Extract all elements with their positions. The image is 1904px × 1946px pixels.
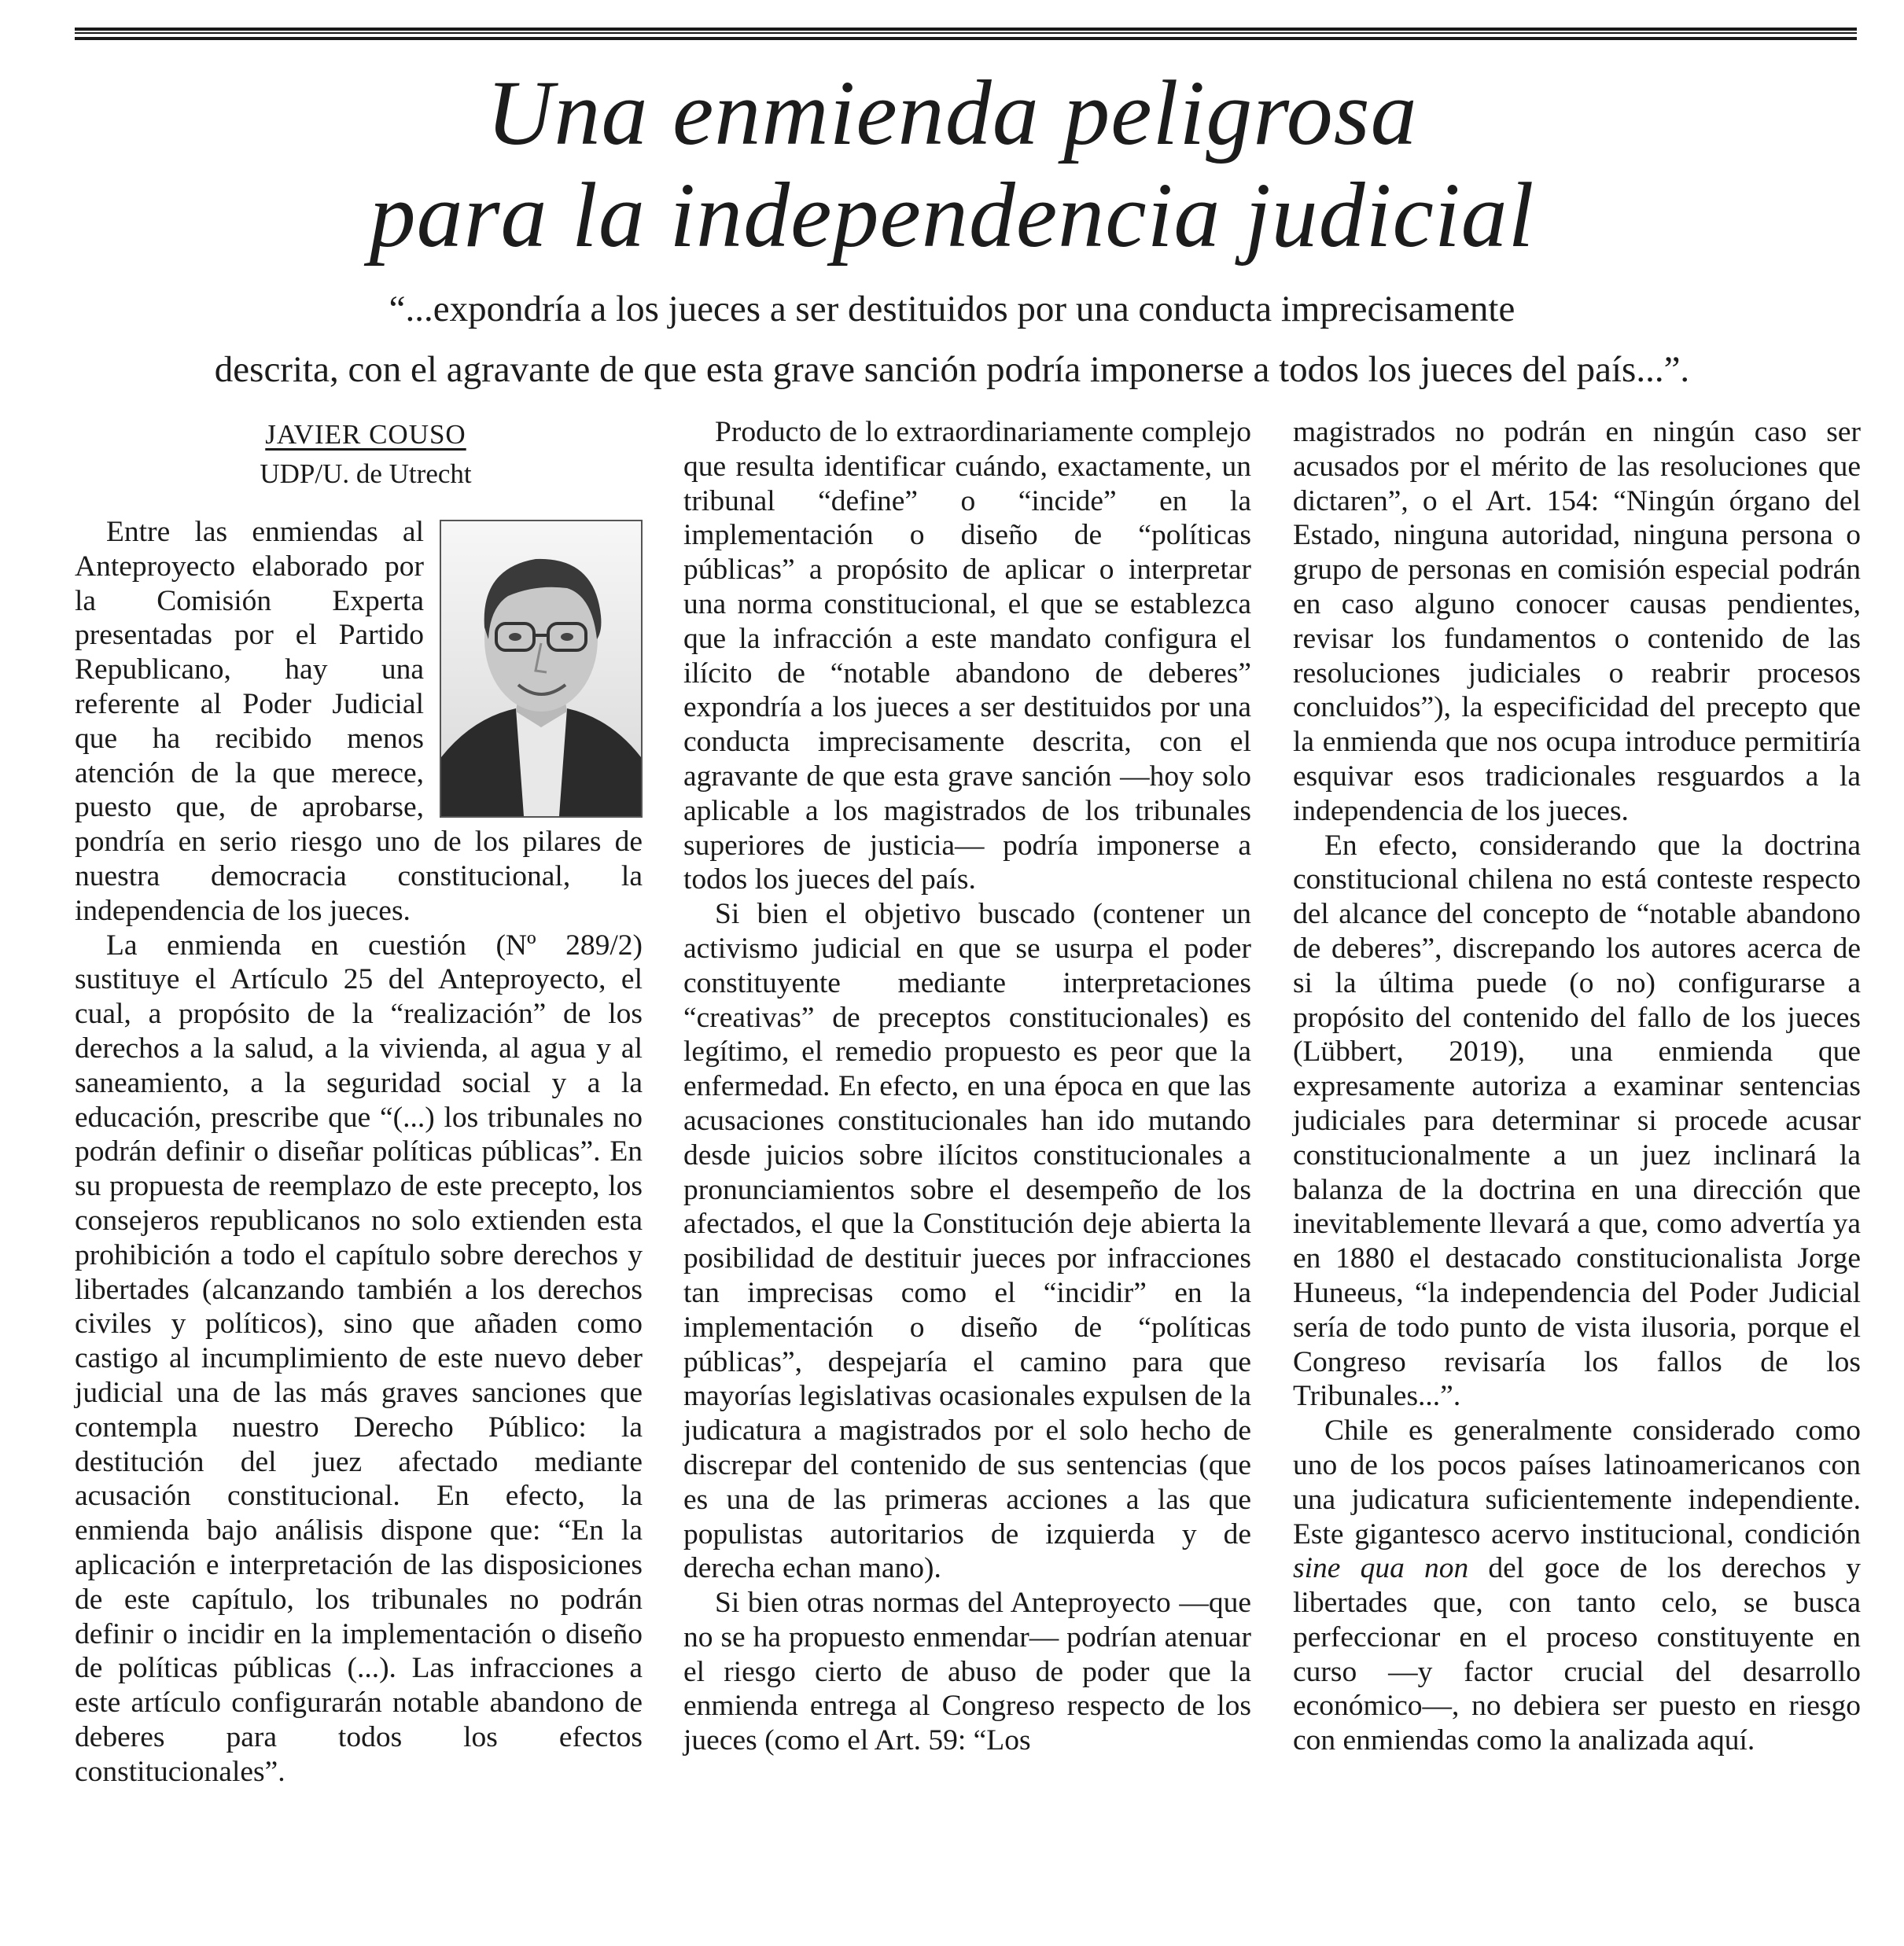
column-3 bbox=[1293, 415, 1861, 1758]
paragraph-1: Entre las enmiendas al Anteproyecto elaborado por la Comisión Experta presentadas por el Partido Republicano, hay una referente al Poder Judicial que ha recibido menos atención de la que merece, puesto que, de aprobarse, pondría en serio riesgo uno de los pilares de nuestra democracia constitucional, la independencia de los jueces. bbox=[75, 516, 643, 927]
paragraph-2: La enmienda en cuestión (Nº 289/2) sustituye el Artículo 25 del Anteproyecto, el cual, a propósito de la “realización” de los derechos a la salud, a la vivienda, al agua y al saneamiento, a la seguridad social y a la educación, prescribe que “(...) los tribunales no podrán definir o diseñar políticas públicas”. En su propuesta de reemplazo de este precepto, los consejeros republicanos no solo extienden esta prohibición a todo el capítulo sobre derechos y libertades (alcanzando también a los derechos civiles y políticos), sino que añaden como castigo al incumplimiento de este nuevo deber judicial una de las más graves sanciones que contempla nuestro Derecho Público: la destitución del juez afectado mediante acusación constitucional. En efecto, la enmienda bajo análisis dispone que: “En la aplicación e interpretación de las disposiciones de este capítulo, los tribunales no podrán definir o incidir en la implementación o diseño de políticas públicas (...). Las infracciones a este artículo configurarán notable abandono de deberes para todos los efectos constitucionales”. bbox=[75, 929, 643, 1788]
author-affiliation: UDP/U. de Utrecht bbox=[260, 458, 472, 489]
byline bbox=[236, 415, 495, 494]
paragraph-3: Producto de lo extraordinariamente complejo que resulta identificar cuándo, exactamente, un tribunal “define” o “incide” en la implementación o diseño de “políticas públicas” a propósito de aplicar o interpretar una norma constitucional, el que se establezca que la infracción a este mandato configura el ilícito de “notable abandono de deberes” expondría a los jueces a ser destituidos por una conducta imprecisamente descrita, con el agravante de que esta grave sanción —hoy solo aplicable a los magistrados de los tribunales superiores de justicia— podría imponerse a todos los jueces del país. bbox=[683, 416, 1251, 896]
headline-line-2: para la independencia judicial bbox=[369, 164, 1535, 267]
paragraph-7 bbox=[1293, 1414, 1861, 1758]
author-portrait-icon bbox=[440, 520, 643, 818]
paragraph-6: En efecto, considerando que la doctrina constitucional chilena no está conteste respecto del alcance del concepto de “notable abandono de deberes”, discrepando los autores acerca de si la última puede (o no) configurarse a propósito del contenido del fallo de los jueces (Lübbert, 2019), una enmienda que expresamente autoriza a examinar sentencias judiciales para determinar si procede acusar constitucionalmente a un juez inclinará la balanza de la doctrina en una dirección que inevitablemente llevará a que, como advertía ya en 1880 el destacado constitucionalista Jorge Huneeus, “la independencia del Poder Judicial sería de todo punto de vista ilusoria, porque el Congreso revisaría los fallos de los Tribunales...”. bbox=[1293, 829, 1861, 1413]
paragraph-5-part-1: Si bien otras normas del Anteproyecto —que no se ha propuesto enmendar— podrían atenuar el riesgo cierto de abuso de poder que la enmienda entrega al Congreso respecto de los jueces (como el Art. 59: “Los bbox=[683, 1587, 1251, 1757]
paragraph-7-start: Chile es generalmente considerado como uno de los pocos países latinoamericanos con una judicatura suficientemente independiente. Este gigantesco acervo institucional, condición bbox=[1293, 1414, 1861, 1551]
headline-line-1: Una enmienda peligrosa bbox=[486, 61, 1418, 164]
paragraph-7-end: del goce de los derechos y libertades que, con tanto celo, se busca perfeccionar en el proceso constituyente en curso —y factor crucial del desarrollo económico—, no debiera ser puesto en riesgo con enmiendas como la analizada aquí. bbox=[1293, 1552, 1861, 1757]
paragraph-7-italic: sine qua non bbox=[1293, 1552, 1469, 1585]
column-2 bbox=[683, 415, 1251, 1758]
paragraph-5-part-2: magistrados no podrán en ningún caso ser acusados por el mérito de las resoluciones que dictaren”, o el Art. 154: “Ningún órgano del Estado, ninguna autoridad, ninguna persona o grupo de personas en comisión especial podrán en caso alguno conocer causas pendientes, revisar los fundamentos o contenido de las resoluciones judiciales o reabrir procesos concluidos”), la especificidad del precepto que la enmienda que nos ocupa introduce permitiría esquivar esos tradicionales resguardos a la independencia de los jueces. bbox=[1293, 416, 1861, 827]
paragraph-4: Si bien el objetivo buscado (contener un activismo judicial en que se usurpa el poder constituyente mediante interpretaciones “creativas” de preceptos constitucionales) es legítimo, el remedio propuesto es peor que la enfermedad. En efecto, en una época en que las acusaciones constitucionales han ido mutando desde juicios sobre ilícitos constitucionales a pronunciamientos sobre el desempeño de los afectados, el que la Constitución deje abierta la posibilidad de destituir jueces por infracciones tan imprecisas como el “incidir” en la implementación o diseño de “políticas públicas”, despejaría el camino para que mayorías legislativas ocasionales expulsen de la judicatura a magistrados por el solo hecho de discrepar del contenido de sus sentencias (que es una de las primeras acciones a las que populistas autoritarios de izquierda y de derecha echan mano). bbox=[683, 898, 1251, 1585]
top-double-rule bbox=[75, 28, 1857, 40]
author-name: JAVIER COUSO bbox=[265, 419, 466, 450]
deck-line-1: “...expondría a los jueces a ser destituidos por una conducta imprecisamente bbox=[389, 289, 1515, 329]
column-1 bbox=[75, 515, 643, 1789]
deck-line-2: descrita, con el agravante de que esta grave sanción podría imponerse a todos los jueces del país...”. bbox=[214, 349, 1690, 390]
